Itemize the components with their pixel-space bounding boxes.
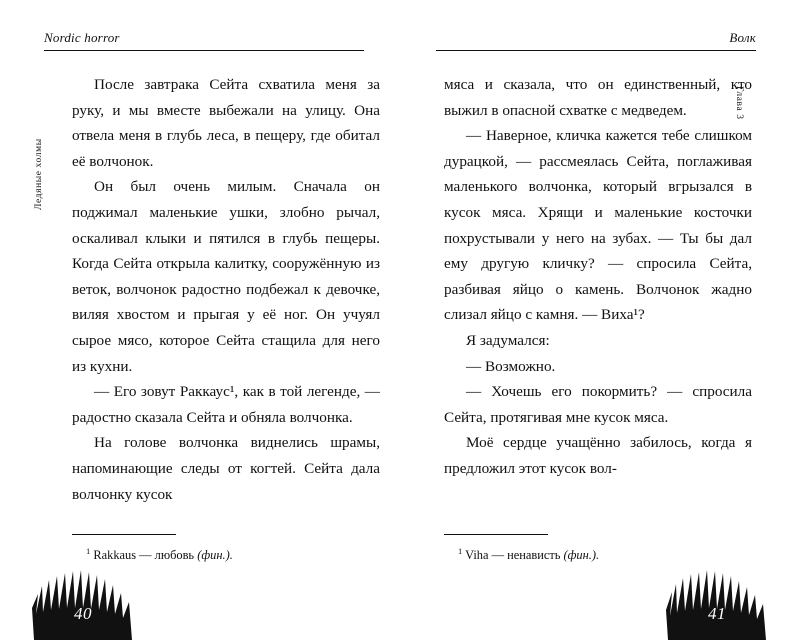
footnote-language: (фин.). [563,548,600,563]
header-rule-left [44,50,364,51]
paragraph: Моё сердце учащённо забилось, когда я предложил этот кусок вол- [444,434,752,477]
footnote-meaning: ненависть [507,548,561,563]
header-rule-right [436,50,756,51]
page-number: 41 [708,604,726,623]
folio-left [28,562,138,640]
paragraph: Я задумался: [466,331,550,349]
side-label-chapter-right: Глава 3 [734,86,745,120]
paragraph: Он был очень милым. Сначала он поджимал маленькие ушки, злобно рычал, оскаливал клыки и пятился в глубь пещеры. Когда Сейта открыла калитку, сооружённую из веток, волчонок радостно подбежал к девочке, виляя хвостом и прыгая у её ног. Он учуял сырое мясо, которое Сейта стащила для него из кухни. [72,178,380,375]
paragraph: — Возможно. [466,357,556,375]
footnote-dash: — [491,548,504,563]
footnote-language: (фин.). [197,548,233,563]
footnote-text [444,543,752,564]
running-head-right: Волк [729,30,756,45]
folio-right [662,562,772,640]
footnote-rule [72,534,176,535]
footnote-marker: 1 [86,546,91,556]
paragraph: На голове волчонка виднелись шрамы, напоминающие следы от когтей. Сейта дала волчонку кусок [72,434,380,503]
footnote-rule [444,534,548,535]
page-number: 40 [74,604,92,623]
footnote-left [72,534,380,564]
footnote-term: Rakkaus [93,548,137,563]
paragraph: — Хочешь его покормить? — спросила Сейта, протягивая мне кусок мяса. [444,383,752,426]
paragraph: мяса и сказала, что он единственный, кто выжил в опасной схватке с медведем. [444,76,752,119]
ink-blob-icon [662,562,772,640]
paragraph: — Наверное, кличка кажется тебе слишком дурацкой, — рассмеялась Сейта, поглаживая маленького волчонка, который вгрызался в кусок мяса. Хрящи и маленькие косточки похрустывали у него на зубах. — Ты бы дал ему другую кличку? — спросила Сейта, разбивая яйцо о камень. Волчонок жадно слизал яйцо с камня. — Виха¹? [444,127,752,324]
footnote-meaning: любовь [154,548,195,563]
footnote-text [72,543,380,564]
footnote-right [444,534,752,564]
left-page-text [72,72,380,507]
footnote-term: Viha [465,548,489,563]
side-label-chapter-left: Ледяные холмы [34,138,44,210]
ink-blob-icon [28,562,138,640]
running-head-left: Nordic horror [44,30,120,45]
footnote-dash: — [139,548,152,563]
footnote-marker: 1 [458,546,463,556]
paragraph: — Его зовут Раккаус¹, как в той легенде, — радостно сказала Сейта и обняла волчонка. [72,383,380,426]
paragraph: После завтрака Сейта схватила меня за руку, и мы вместе выбежали на улицу. Она отвела меня в глубь леса, в пещеру, где обитал её волчонок. [72,76,380,170]
right-page-text [444,72,752,482]
